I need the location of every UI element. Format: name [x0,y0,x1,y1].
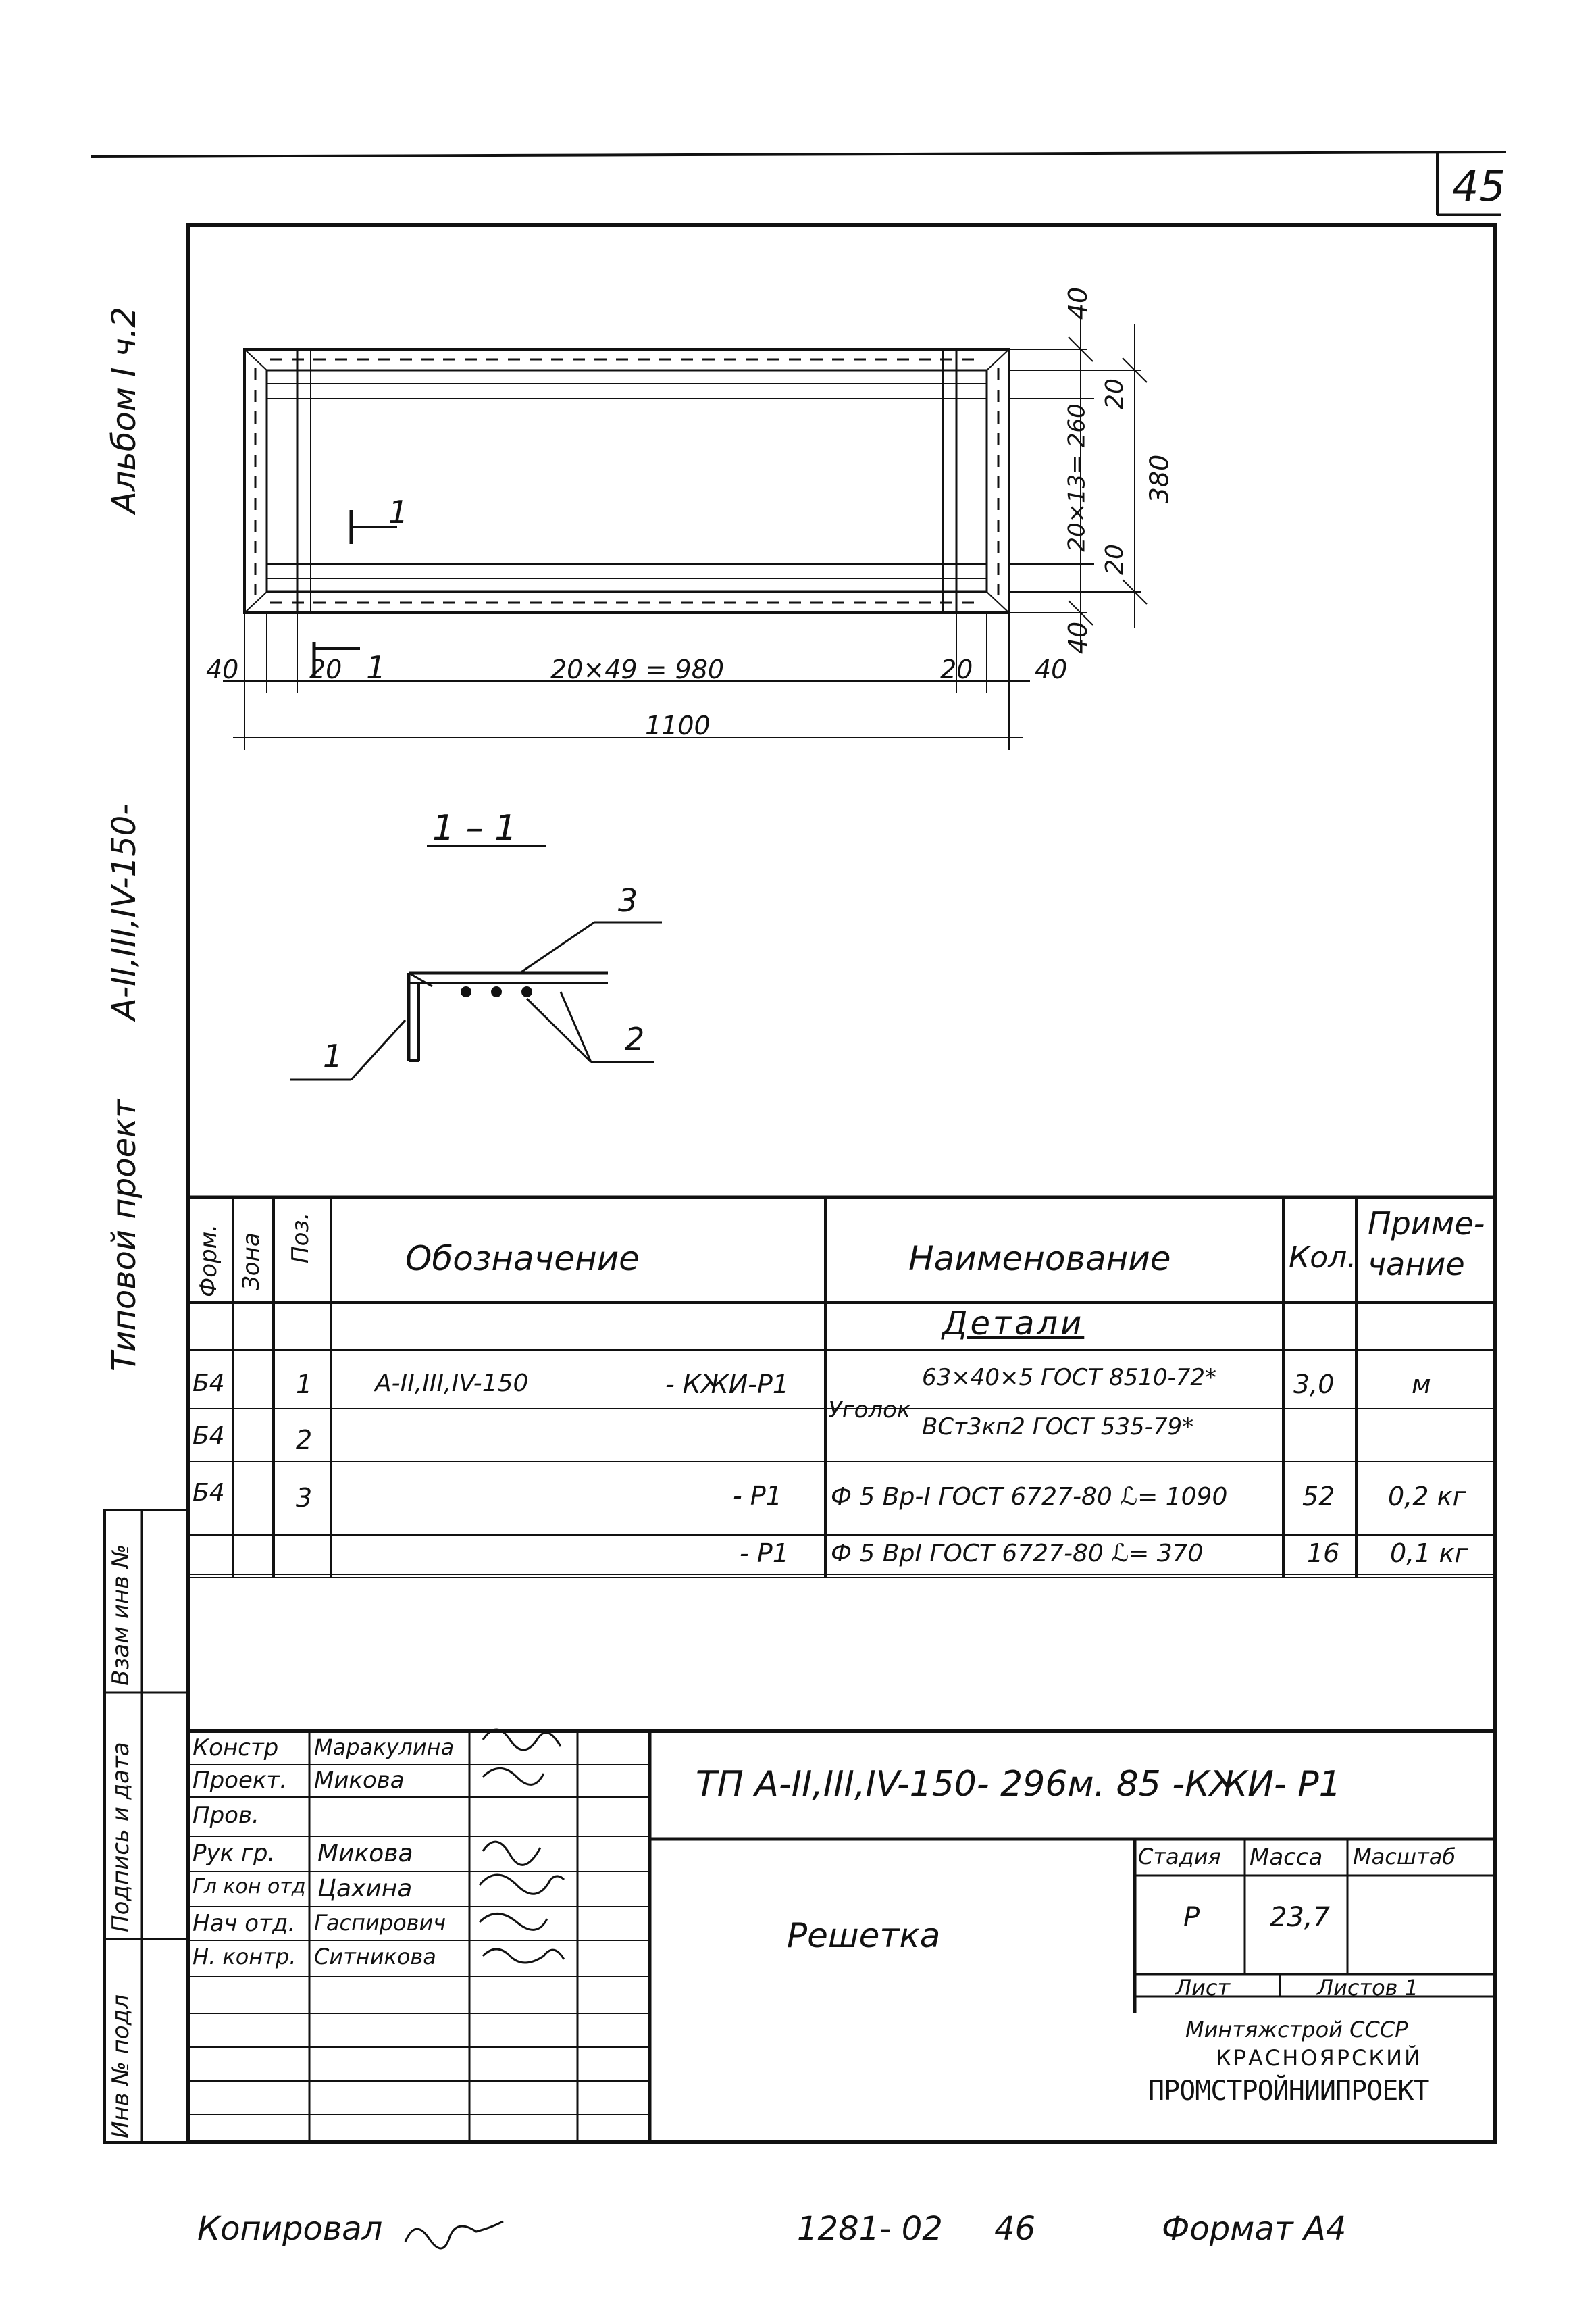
role-2: Проект. [192,1767,288,1794]
document-code: ТП А-II,III,IV-150- 296м. 85 -КЖИ- Р1 [696,1764,1341,1805]
dim-right-380: 380 [1144,454,1175,504]
footer-format: Формат А4 [1162,2210,1347,2248]
name-1: Маракулина [314,1734,455,1760]
role-5: Гл кон отд [192,1875,306,1898]
stage-label: Стадия [1138,1844,1221,1869]
dim-bottom-980: 20×49 = 980 [550,655,725,684]
row1-name-top: 63×40×5 ГОСТ 8510-72* [922,1364,1217,1391]
project-code-side: А-II,III,IV-150- [105,803,143,1020]
stamp-inv-podl: Инв № подл [107,1994,134,2138]
role-6: Нач отд. [192,1910,296,1937]
callout-3: 3 [618,882,638,919]
name-7: Ситникова [314,1944,436,1969]
footer-order: 1281- 02 46 [797,2210,1036,2248]
item-name: Решетка [787,1916,941,1955]
row2-pos: 2 [296,1425,313,1455]
callout-1: 1 [323,1038,343,1074]
stage-value: Р [1183,1902,1200,1933]
header-format: Форм. [195,1224,222,1297]
row1-qty: 3,0 [1293,1369,1335,1399]
mass-value: 23,7 [1270,1902,1331,1933]
row3-note: 0,2 кг [1388,1482,1466,1511]
dim-bottom-20-right: 20 [940,655,973,684]
section-mark-upper: 1 [388,494,409,530]
role-4: Рук гр. [192,1840,276,1867]
row1-format: Б4 [192,1369,225,1397]
row3-name: Ф 5 Вр-I ГОСТ 6727-80 ℒ= 1090 [831,1483,1228,1511]
dim-bottom-40-right: 40 [1035,655,1068,684]
header-pos: Поз. [287,1212,314,1263]
name-6: Гаспирович [314,1910,446,1936]
project-label-side: Типовой проект [105,1099,143,1372]
row1-name-bottom: ВСт3кп2 ГОСТ 535-79* [922,1413,1194,1440]
header-zone: Зона [238,1232,265,1290]
dim-right-260: 20×13= 260 [1063,403,1091,552]
album-label: Альбом I ч.2 [105,307,143,513]
stamp-vzam-inv: Взам инв № [107,1544,134,1686]
header-note: Приме- чание [1368,1205,1485,1282]
name-4: Микова [317,1840,413,1867]
row4-name: Ф 5 ВрI ГОСТ 6727-80 ℒ= 370 [831,1540,1204,1567]
org-line-3: ПРОМСТРОЙНИИПРОЕКТ [1148,2076,1429,2107]
row4-designation-right: - Р1 [740,1538,789,1568]
role-7: Н. контр. [192,1944,297,1969]
header-designation: Обозначение [405,1239,640,1278]
org-line-1: Минтяжстрой СССР [1185,2017,1408,2042]
dim-right-20b: 20 [1100,544,1129,575]
dim-bottom-40-left: 40 [206,655,239,684]
row4-qty: 16 [1307,1538,1340,1568]
row3-qty: 52 [1302,1482,1335,1511]
row3-format: Б4 [192,1479,225,1507]
row1-name-prefix: Уголок [828,1397,911,1424]
row4-note: 0,1 кг [1390,1538,1468,1568]
row1-designation-left: А-II,III,IV-150 [375,1369,529,1397]
dim-right-40: 40 [1063,621,1093,655]
section-title: 1 – 1 [432,808,517,849]
role-1: Констр [192,1734,279,1761]
name-2: Микова [314,1767,405,1794]
row1-designation-right: - КЖИ-Р1 [665,1369,789,1399]
role-3: Пров. [192,1802,259,1829]
name-5: Цахина [317,1875,413,1903]
row3-pos: 3 [296,1483,313,1513]
stamp-podpis-data: Подпись и дата [107,1742,134,1932]
mass-label: Масса [1250,1844,1323,1871]
row2-format: Б4 [192,1422,225,1450]
section-heading-details: Детали [942,1305,1085,1342]
sheet-label: Лист [1175,1975,1231,2001]
row1-pos: 1 [296,1369,313,1399]
callout-2: 2 [625,1021,645,1057]
section-mark-lower: 1 [366,649,386,686]
dim-right-20a: 20 [1100,378,1129,409]
row3-designation-right: - Р1 [733,1481,782,1511]
org-line-2: КРАСНОЯРСКИЙ [1216,2045,1422,2071]
footer-copied: Копировал [197,2210,383,2248]
header-qty: Кол. [1289,1240,1357,1275]
dim-top-40: 40 [1063,286,1093,320]
scale-label: Масштаб [1353,1844,1456,1869]
page-number: 45 [1452,161,1505,211]
header-name: Наименование [908,1239,1171,1278]
dim-bottom-20-left: 20 [309,655,342,684]
sheets-label: Листов 1 [1317,1975,1419,2001]
row1-note: м [1412,1369,1431,1399]
dim-bottom-1100: 1100 [645,711,711,740]
